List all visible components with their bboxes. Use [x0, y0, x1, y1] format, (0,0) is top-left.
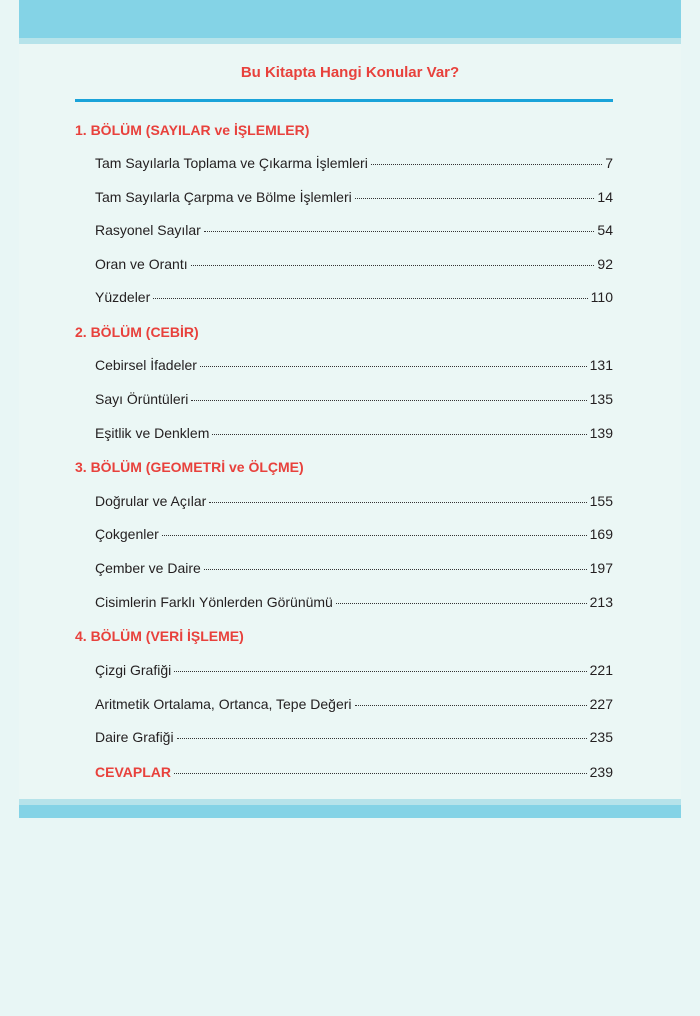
toc-entry-title: Çokgenler [95, 526, 159, 542]
toc-entry-title: Çember ve Daire [95, 560, 201, 576]
toc-entry-title: CEVAPLAR [95, 764, 171, 780]
toc-entry-title: Rasyonel Sayılar [95, 222, 201, 238]
title-divider [75, 99, 613, 102]
dot-leader [204, 230, 595, 232]
toc-entry[interactable] [95, 189, 613, 205]
page-title: Bu Kitapta Hangi Konular Var? [240, 64, 460, 81]
dot-leader [174, 772, 587, 774]
toc-entry-page: 213 [589, 594, 613, 610]
dot-leader [355, 197, 595, 199]
toc-entry[interactable] [95, 222, 613, 238]
dot-leader [162, 534, 587, 536]
toc-entry-title: Doğrular ve Açılar [95, 493, 207, 509]
toc-entry[interactable] [95, 493, 613, 509]
toc-entry[interactable] [95, 289, 613, 305]
toc-entry-page: 110 [590, 289, 613, 305]
dot-leader [174, 670, 586, 672]
dot-leader [212, 433, 586, 435]
toc-entry[interactable] [95, 357, 613, 373]
section-heading-4: 4. BÖLÜM (VERİ İŞLEME) [75, 628, 244, 644]
section-heading-1: 1. BÖLÜM (SAYILAR ve İŞLEMLER) [75, 122, 310, 138]
toc-entry[interactable] [95, 729, 613, 745]
section-heading-2: 2. BÖLÜM (CEBİR) [75, 324, 199, 340]
toc-entry-title: Eşitlik ve Denklem [95, 425, 210, 441]
toc-entry-page: 7 [605, 155, 613, 171]
toc-entry-title: Yüzdeler [95, 289, 151, 305]
dot-leader [209, 501, 586, 503]
dot-leader [336, 602, 587, 604]
toc-entry-title: Aritmetik Ortalama, Ortanca, Tepe Değeri [95, 696, 352, 712]
toc-entry[interactable] [95, 696, 613, 712]
toc-entry-title: Cebirsel İfadeler [95, 357, 197, 373]
toc-entry-title: Daire Grafiği [95, 729, 174, 745]
dot-leader [191, 264, 595, 266]
toc-entry-page: 14 [597, 189, 613, 205]
bottom-decorative-band [19, 805, 681, 818]
toc-entry-page: 155 [589, 493, 613, 509]
toc-entry-page: 131 [589, 357, 613, 373]
toc-entry-title: Cisimlerin Farklı Yönlerden Görünümü [95, 594, 333, 610]
toc-entry[interactable] [95, 662, 613, 678]
toc-entry[interactable] [95, 391, 613, 407]
toc-entry-page: 227 [589, 696, 613, 712]
section-heading-3: 3. BÖLÜM (GEOMETRİ ve ÖLÇME) [75, 459, 304, 475]
toc-entry-page: 169 [589, 526, 613, 542]
toc-entry-title: Tam Sayılarla Çarpma ve Bölme İşlemleri [95, 189, 352, 205]
toc-entry-page: 197 [589, 560, 613, 576]
toc-entry-title: Tam Sayılarla Toplama ve Çıkarma İşlemleri [95, 155, 368, 171]
toc-entry[interactable] [95, 155, 613, 171]
toc-entry[interactable] [95, 594, 613, 610]
dot-leader [371, 163, 602, 165]
toc-entry-title: Çizgi Grafiği [95, 662, 172, 678]
toc-entry-page: 221 [589, 662, 613, 678]
toc-entry-page: 92 [597, 256, 613, 272]
toc-entry[interactable] [95, 425, 613, 441]
dot-leader [200, 365, 587, 367]
dot-leader [153, 297, 587, 299]
toc-entry-answers[interactable] [95, 764, 613, 780]
dot-leader [355, 704, 587, 706]
toc-entry-page: 139 [589, 425, 613, 441]
dot-leader [204, 568, 587, 570]
top-decorative-band [19, 0, 681, 38]
toc-entry-title: Oran ve Orantı [95, 256, 188, 272]
toc-entry-page: 239 [589, 764, 613, 780]
dot-leader [177, 737, 587, 739]
toc-entry-title: Sayı Örüntüleri [95, 391, 189, 407]
toc-entry-page: 54 [597, 222, 613, 238]
dot-leader [191, 399, 586, 401]
toc-entry-page: 235 [589, 729, 613, 745]
toc-entry[interactable] [95, 256, 613, 272]
toc-entry-page: 135 [589, 391, 613, 407]
toc-entry[interactable] [95, 526, 613, 542]
toc-entry[interactable] [95, 560, 613, 576]
